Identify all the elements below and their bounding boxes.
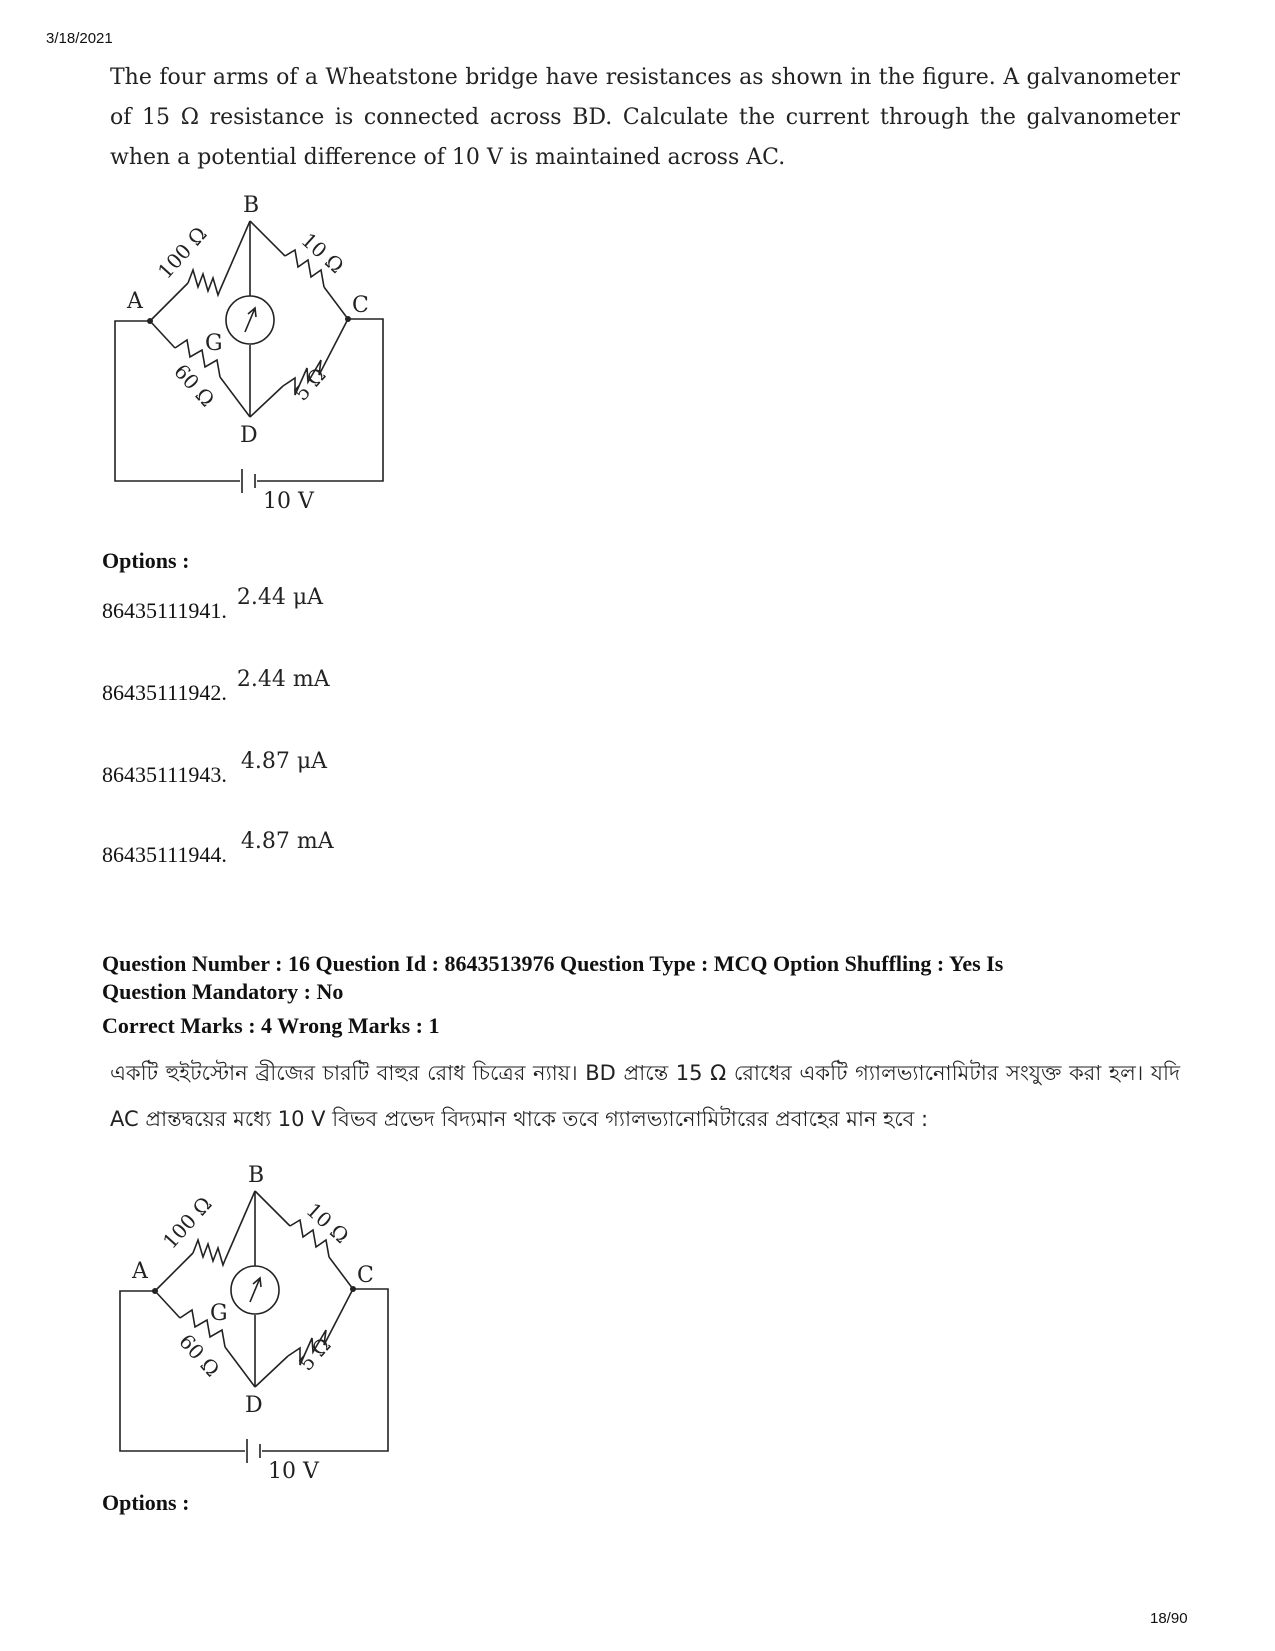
resistor-ad-label: 60 Ω	[169, 359, 220, 412]
print-date: 3/18/2021	[46, 30, 113, 47]
question-marks: Correct Marks : 4 Wrong Marks : 1	[102, 1013, 440, 1038]
options-heading: Options :	[102, 548, 190, 573]
option-id: 86435111944.	[102, 842, 227, 867]
battery-label: 10 V	[268, 1459, 319, 1484]
option-id: 86435111943.	[102, 762, 227, 787]
option-value: 2.44 mA	[236, 667, 330, 692]
option-4	[102, 829, 334, 868]
option-value: 4.87 mA	[240, 829, 334, 854]
question-text-bengali: একটি হুইটস্টোন ব্রীজের চারটি বাহুর রোধ চিত্রের ন্যায়। BD প্রান্তে 15 Ω রোধের একটি গ্যালভ্যানোমিটার সংযুক্ত করা হল। যদি AC প্রান্তদ্বয়ের মধ্যে 10 V বিভব প্রভেদ বিদ্যমান থাকে তবে গ্যালভ্যানোমিটারের প্রবাহের মান হবে :	[110, 1061, 1180, 1131]
resistor-ab-label: 100 Ω	[152, 221, 212, 284]
question-meta-line1: Question Number : 16 Question Id : 8643513976 Question Type : MCQ Option Shuffling : Yes Is	[102, 951, 1004, 976]
resistor-bc-label: 10 Ω	[296, 227, 349, 279]
node-c-label: C	[352, 293, 369, 318]
node-b-label: B	[248, 1163, 265, 1188]
resistor-dc-label: 5 Ω	[293, 1332, 336, 1376]
node-a-label: A	[127, 289, 143, 314]
node-b-label: B	[243, 193, 260, 218]
galvanometer-label: G	[205, 331, 223, 356]
option-1	[102, 585, 324, 624]
options-heading-2: Options :	[102, 1490, 190, 1515]
option-value: 4.87 μA	[240, 749, 328, 774]
resistor-ad-label: 60 Ω	[174, 1329, 225, 1382]
option-id: 86435111941.	[102, 598, 227, 623]
option-3	[102, 749, 328, 788]
option-2	[102, 667, 330, 706]
node-a-label: A	[132, 1259, 148, 1284]
battery-label: 10 V	[263, 489, 314, 514]
question-meta-line2: Question Mandatory : No	[102, 979, 344, 1004]
node-c-label: C	[357, 1263, 374, 1288]
resistor-bc-label: 10 Ω	[301, 1197, 354, 1249]
wheatstone-bridge-diagram	[95, 190, 405, 520]
wheatstone-bridge-diagram-2	[100, 1160, 410, 1490]
resistor-ab-label: 100 Ω	[157, 1191, 217, 1254]
resistor-dc-label: 5 Ω	[288, 362, 331, 406]
option-id: 86435111942.	[102, 680, 227, 705]
option-value: 2.44 μA	[236, 585, 324, 610]
galvanometer-label: G	[210, 1301, 228, 1326]
node-d-label: D	[245, 1393, 263, 1418]
node-d-label: D	[240, 423, 258, 448]
question-text: The four arms of a Wheatstone bridge have resistances as shown in the figure. A galvanometer of 15 Ω resistance is connected across BD. Calculate the current through the galvanometer when a potential difference of 10 V is maintained across AC.	[110, 65, 1180, 170]
page-number: 18/90	[1150, 1610, 1188, 1627]
